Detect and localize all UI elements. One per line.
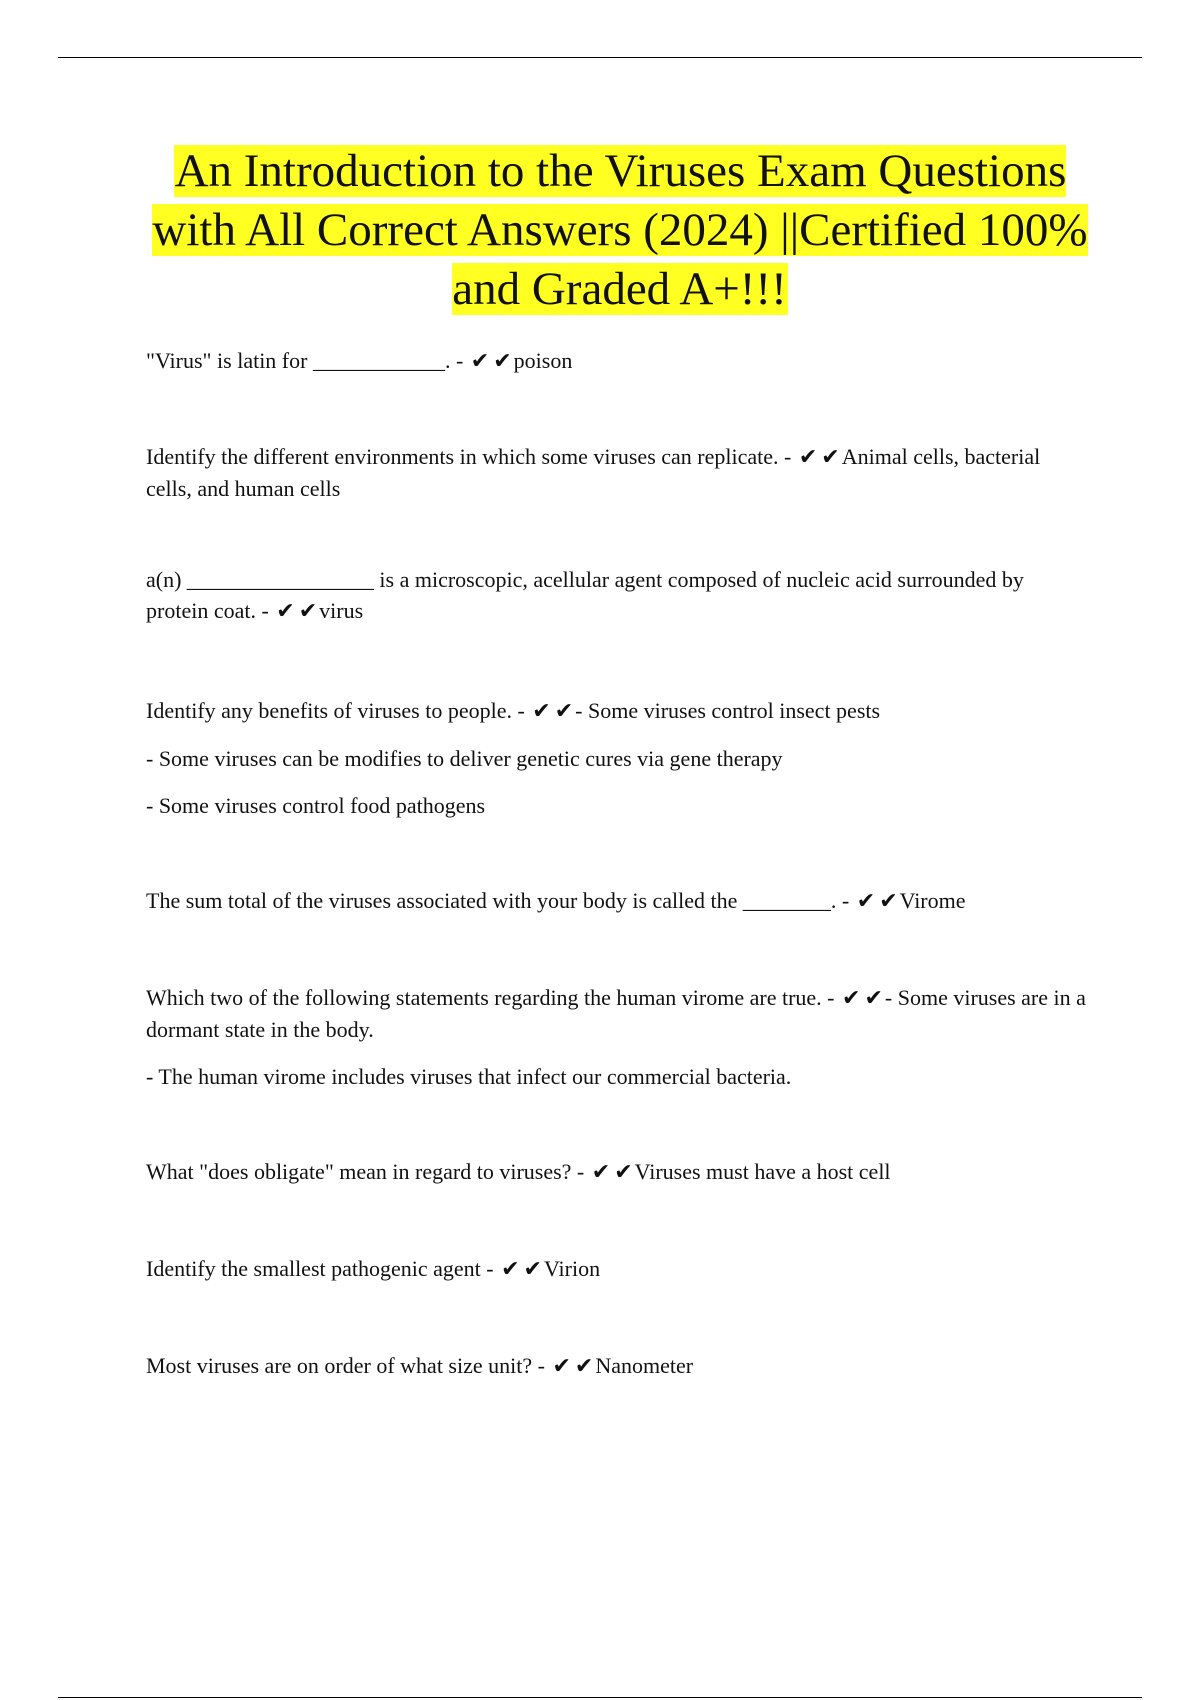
answer-text: Viruses must have a host cell	[634, 1159, 891, 1184]
top-divider	[58, 57, 1142, 58]
qa-item-4	[146, 695, 1086, 821]
check-icon: ✔	[554, 699, 574, 724]
question-text: What "does obligate" mean in regard to viruses? -	[146, 1159, 585, 1184]
check-icon: ✔	[523, 1257, 542, 1282]
question-text: Identify any benefits of viruses to people. -	[146, 698, 525, 723]
question-text: Identify the different environments in which some viruses can replicate. -	[146, 444, 792, 469]
qa-item-1	[146, 345, 1086, 377]
check-icon: ✔	[298, 599, 318, 624]
qa-item-6	[146, 982, 1086, 1092]
qa-item-8	[146, 1253, 1086, 1285]
check-icon: ✔	[614, 1160, 633, 1185]
question-text: a(n) _________________ is a microscopic, acellular agent composed of nucleic acid surrounded by protein coat. -	[146, 567, 1024, 623]
answer-text: Animal cells, bacterial cells, and human cells	[146, 444, 1041, 501]
check-icon: ✔	[574, 1354, 594, 1379]
check-icon: ✔	[856, 889, 876, 914]
check-icon: ✔	[864, 986, 883, 1011]
check-icon: ✔	[493, 349, 512, 374]
question-text: Identify the smallest pathogenic agent -	[146, 1256, 494, 1281]
page-title-text: An Introduction to the Viruses Exam Questions with All Correct Answers (2024) ||Certified 100% and Graded A+!!!	[152, 145, 1088, 315]
answer-text: Nanometer	[595, 1353, 694, 1378]
check-icon: ✔	[591, 1160, 611, 1185]
answer-text: - Some viruses are in a dormant state in the body.	[146, 985, 1086, 1042]
answer-line: - Some viruses control food pathogens	[146, 793, 486, 818]
bottom-divider	[58, 1697, 1142, 1698]
check-icon: ✔	[798, 445, 818, 470]
qa-item-9	[146, 1350, 1086, 1382]
qa-item-3	[146, 564, 1086, 627]
check-icon: ✔	[879, 889, 898, 914]
qa-item-5	[146, 885, 1086, 917]
check-icon: ✔	[821, 445, 840, 470]
answer-line: - Some viruses can be modifies to deliver genetic cures via gene therapy	[146, 746, 783, 771]
check-icon: ✔	[842, 986, 861, 1011]
check-icon: ✔	[532, 699, 551, 724]
check-icon: ✔	[552, 1354, 571, 1379]
answer-line: - The human virome includes viruses that infect our commercial bacteria.	[146, 1064, 792, 1089]
qa-item-7	[146, 1156, 1086, 1188]
question-text: Which two of the following statements regarding the human virome are true. -	[146, 985, 835, 1010]
qa-item-2	[146, 441, 1086, 504]
question-text: The sum total of the viruses associated with your body is called the ________. -	[146, 888, 850, 913]
question-text: Most viruses are on order of what size unit? -	[146, 1353, 545, 1378]
page-title	[130, 142, 1110, 319]
check-icon: ✔	[501, 1257, 520, 1282]
answer-text: Virion	[543, 1256, 601, 1281]
question-text: "Virus" is latin for ____________. -	[146, 348, 464, 373]
check-icon: ✔	[276, 599, 295, 624]
answer-text: - Some viruses control insect pests	[575, 698, 881, 723]
answer-text: Virome	[899, 888, 966, 913]
answer-text: poison	[513, 348, 573, 373]
check-icon: ✔	[470, 349, 490, 374]
answer-text: virus	[319, 598, 364, 623]
